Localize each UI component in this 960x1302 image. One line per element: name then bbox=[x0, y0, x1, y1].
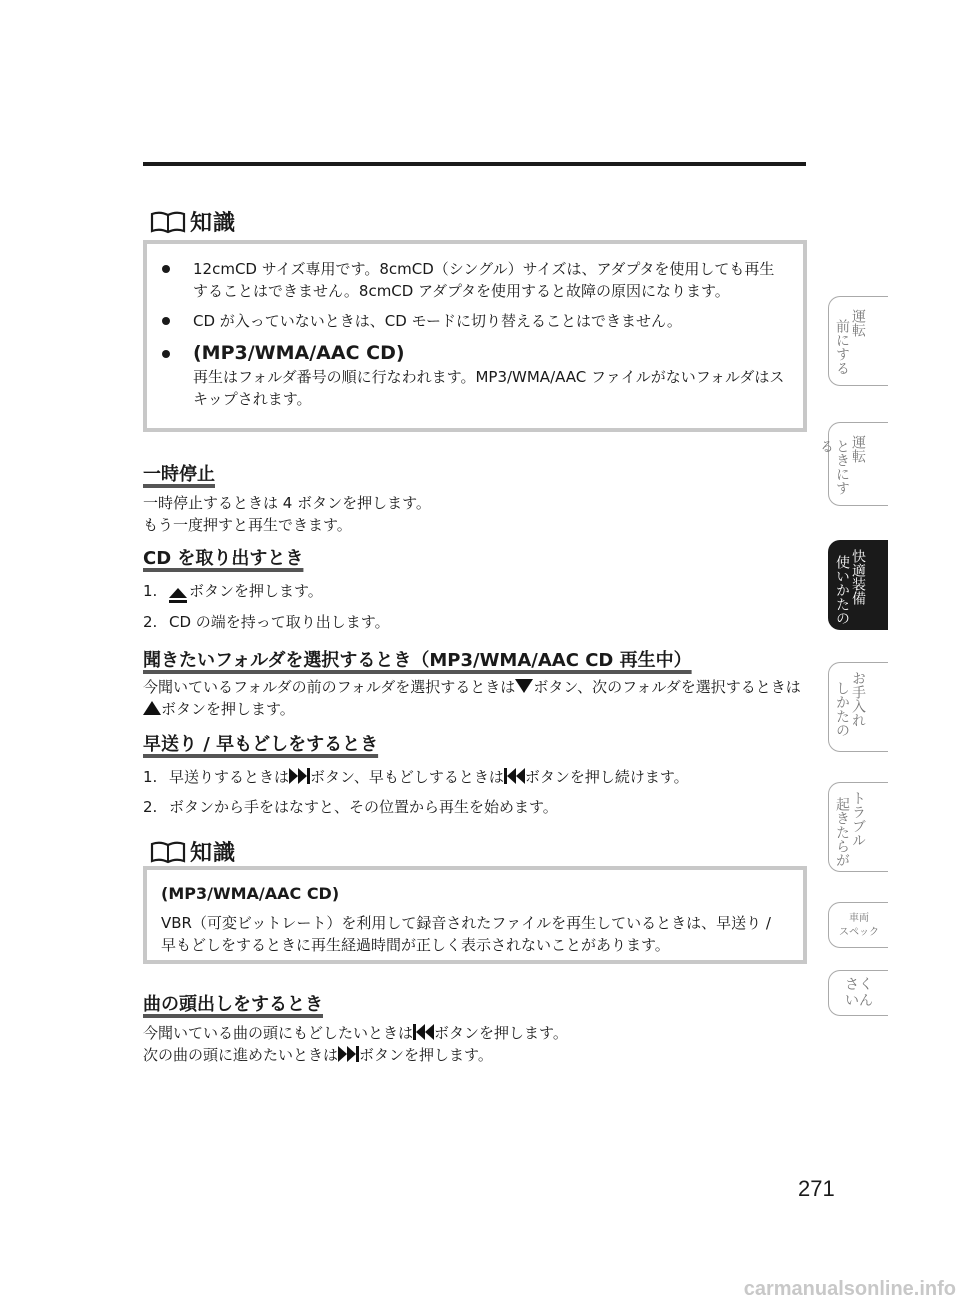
tab-label: トラブル bbox=[850, 791, 866, 847]
step-text: ボタンを押します。 bbox=[189, 582, 323, 600]
tab-label: 前にする bbox=[834, 319, 850, 375]
open-book-icon bbox=[150, 840, 186, 864]
watermark: carmanualsonline.info bbox=[743, 1278, 956, 1300]
tab-label: しかたの bbox=[834, 681, 850, 737]
section-title: 早送り / 早もどしをするとき bbox=[143, 734, 379, 755]
section-title: 曲の頭出しをするとき bbox=[143, 994, 323, 1015]
tab-comfort-equipment[interactable] bbox=[828, 540, 888, 630]
tab-label: さく bbox=[845, 977, 873, 993]
up-triangle-icon bbox=[143, 701, 161, 715]
knowledge-item bbox=[147, 258, 803, 302]
bullet-icon bbox=[162, 350, 170, 358]
step-number: 1. bbox=[143, 582, 158, 600]
list-item bbox=[143, 580, 803, 603]
tab-label: お手入れ bbox=[850, 671, 866, 727]
text-run: ボタン、次のフォルダを選択するときは bbox=[533, 678, 801, 696]
list-item bbox=[143, 766, 803, 788]
knowledge-subheading: (MP3/WMA/AAC CD) bbox=[193, 342, 405, 364]
skip-back-icon bbox=[504, 768, 525, 784]
text-run: 今聞いている曲の頭にもどしたいときは bbox=[143, 1024, 414, 1042]
eject-icon bbox=[169, 588, 187, 603]
step-text: CD の端を持って取り出します。 bbox=[169, 613, 390, 631]
text-run: 今聞いているフォルダの前のフォルダを選択するときは bbox=[143, 678, 516, 696]
top-rule bbox=[143, 162, 806, 166]
tab-label: いん bbox=[845, 993, 873, 1009]
paragraph-line bbox=[143, 1044, 803, 1066]
list-item bbox=[143, 611, 803, 633]
paragraph-line bbox=[143, 1022, 803, 1044]
knowledge-text: 再生はフォルダ番号の順に行なわれます。MP3/WMA/AAC ファイルがないフォルダはスキップされます。 bbox=[193, 368, 785, 408]
knowledge-box bbox=[143, 240, 807, 432]
skip-back-icon bbox=[413, 1024, 434, 1040]
eject-steps bbox=[143, 580, 803, 641]
section-title: 一時停止 bbox=[143, 464, 215, 485]
pause-text bbox=[143, 492, 803, 536]
knowledge-label: 知識 bbox=[190, 211, 237, 236]
bullet-icon bbox=[162, 317, 170, 325]
text-run: 早送りするときは bbox=[169, 768, 290, 786]
tab-label: ときにする bbox=[818, 439, 850, 495]
knowledge-text: VBR（可変ビットレート）を利用して録音されたファイルを再生しているときは、早送り / 早もどしをするときに再生経過時間が正しく表示されないことがあります。 bbox=[161, 914, 771, 954]
tab-label: 起きたらが bbox=[834, 797, 850, 867]
step-number: 2. bbox=[143, 613, 158, 631]
list-item bbox=[143, 796, 803, 818]
step-number: 2. bbox=[143, 798, 158, 816]
text-run: ボタンを押します。 bbox=[161, 700, 295, 718]
tab-label: 運転 bbox=[850, 309, 866, 337]
folder-text bbox=[143, 676, 803, 720]
ffrew-steps bbox=[143, 766, 803, 826]
knowledge-text: CD が入っていないときは、CD モードに切り替えることはできません。 bbox=[193, 312, 682, 330]
tab-label: 快適装備 bbox=[850, 549, 866, 605]
tab-label: スペック bbox=[839, 927, 879, 938]
tab-index[interactable] bbox=[828, 970, 888, 1016]
text-run: ボタンを押し続けます。 bbox=[524, 768, 689, 786]
tab-troubleshooting[interactable] bbox=[828, 782, 888, 872]
skip-forward-icon bbox=[338, 1046, 359, 1062]
knowledge-header bbox=[150, 836, 236, 867]
paragraph-line: もう一度押すと再生できます。 bbox=[143, 516, 352, 534]
open-book-icon bbox=[150, 210, 186, 234]
knowledge-text: 12cmCD サイズ専用です。8cmCD（シングル）サイズは、アダプタを使用しても再生することはできません。8cmCD アダプタを使用すると故障の原因になります。 bbox=[193, 260, 775, 300]
knowledge-subheading: (MP3/WMA/AAC CD) bbox=[161, 884, 340, 903]
down-triangle-icon bbox=[515, 679, 533, 693]
knowledge-header bbox=[150, 206, 236, 237]
knowledge-item bbox=[147, 340, 803, 410]
tab-label: 運転 bbox=[850, 435, 866, 463]
section-title: CD を取り出すとき bbox=[143, 548, 304, 569]
skip-forward-icon bbox=[289, 768, 310, 784]
step-text: ボタンから手をはなすと、その位置から再生を始めます。 bbox=[169, 798, 558, 816]
tab-vehicle-specs[interactable] bbox=[828, 902, 888, 948]
section-title: 聞きたいフォルダを選択するとき（MP3/WMA/AAC CD 再生中） bbox=[143, 650, 692, 671]
knowledge-item bbox=[147, 310, 803, 332]
page-number: 271 bbox=[798, 1176, 835, 1201]
text-run: ボタン、早もどしするときは bbox=[310, 768, 504, 786]
knowledge-label: 知識 bbox=[190, 841, 237, 866]
tab-label: 使いかたの bbox=[834, 555, 850, 625]
tab-label: 車両 bbox=[849, 913, 869, 924]
tab-maintenance[interactable] bbox=[828, 662, 888, 752]
knowledge-box bbox=[143, 866, 807, 964]
step-number: 1. bbox=[143, 768, 158, 786]
tab-before-driving[interactable] bbox=[828, 296, 888, 386]
bullet-icon bbox=[162, 265, 170, 273]
tab-while-driving[interactable] bbox=[818, 422, 888, 506]
paragraph-line: 一時停止するときは 4 ボタンを押します。 bbox=[143, 494, 431, 512]
text-run: ボタンを押します。 bbox=[434, 1024, 568, 1042]
text-run: 次の曲の頭に進めたいときは bbox=[143, 1046, 339, 1064]
text-run: ボタンを押します。 bbox=[359, 1046, 493, 1064]
track-text bbox=[143, 1022, 803, 1066]
